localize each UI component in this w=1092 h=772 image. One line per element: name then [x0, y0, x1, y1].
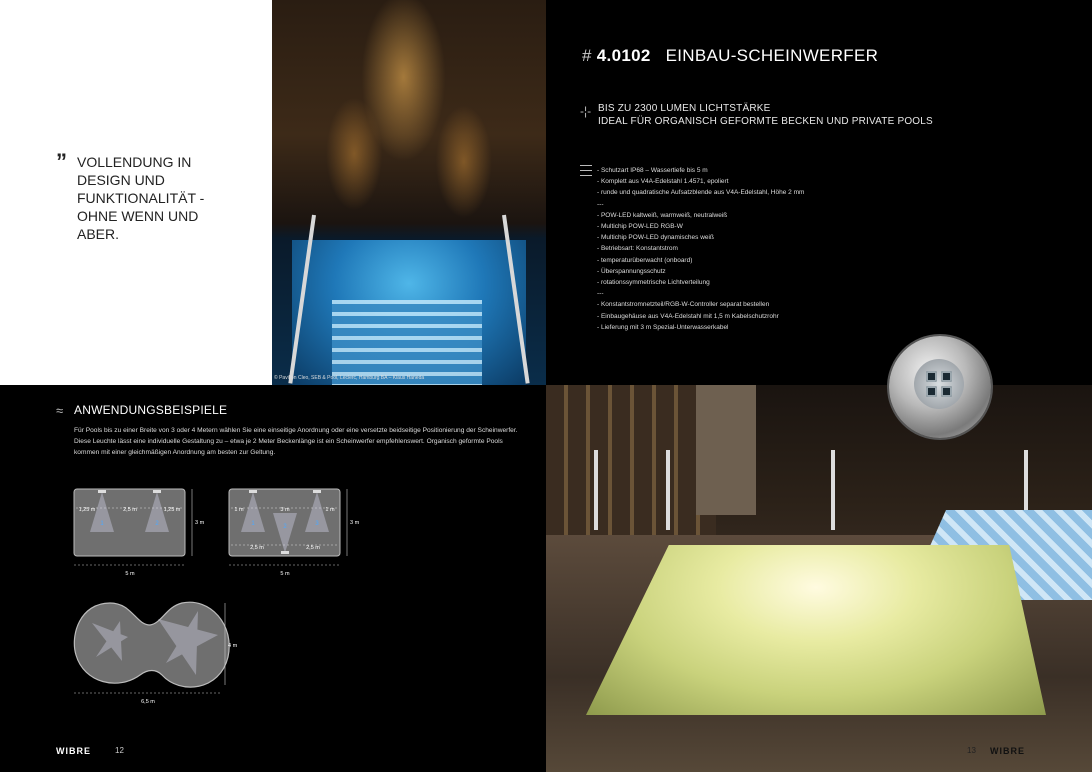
lamp-marker: [281, 551, 289, 554]
spec-item: - runde und quadratische Aufsatzblende aus V4A-Edelstahl, Höhe 2 mm: [597, 189, 805, 197]
umbrella: [666, 450, 670, 530]
rooftop-pool-photo: [546, 385, 1092, 772]
brand-logo-right: WIBRE: [990, 746, 1025, 756]
dim-label: 2,5 m: [123, 507, 137, 513]
waves-icon: ≈: [56, 403, 64, 418]
page-number-right: 13: [967, 746, 976, 755]
dim-label: 3 m: [280, 507, 290, 513]
height-label: 4 m: [228, 643, 238, 649]
spec-item: - temperaturüberwacht (onboard): [597, 256, 693, 264]
quote-text: VOLLENDUNG IN DESIGN UND FUNKTIONALITÄT - OHNE WENN UND ABER.: [77, 154, 205, 242]
sparkle-icon: -¦-: [580, 104, 592, 118]
applications-title: ANWENDUNGSBEISPIELE: [74, 403, 228, 417]
dim-label: 1 m: [234, 507, 244, 513]
width-label: 5 m: [280, 571, 290, 577]
lamp-number: 1: [251, 521, 255, 527]
spec-item: - Einbaugehäuse aus V4A-Edelstahl mit 1,5 m Kabelschutzrohr: [597, 312, 779, 320]
dim-label: 1,25 m: [78, 507, 96, 513]
lamp-marker: [98, 490, 106, 493]
product-image: [889, 336, 991, 438]
brand-logo-left: WIBRE: [56, 746, 91, 756]
highlight-line: BIS ZU 2300 LUMEN LICHTSTÄRKE: [598, 103, 771, 114]
pool-rect: [74, 489, 185, 556]
width-label: 6,5 m: [141, 699, 155, 705]
height-label: 3 m: [195, 520, 205, 526]
organic-pool: [74, 602, 229, 687]
spec-item: - Überspannungsschutz: [597, 267, 666, 275]
umbrella: [594, 450, 598, 530]
dim-label: 2,5 m: [306, 545, 320, 551]
lamp-number: 1: [100, 521, 104, 527]
product-hash: #: [582, 46, 592, 65]
building-tower: [696, 385, 756, 515]
lamp-number: 2: [155, 521, 159, 527]
spec-item: - POW-LED kaltweiß, warmweiß, neutralweiß: [597, 211, 728, 219]
lamp-marker: [249, 490, 257, 493]
highlight-line: IDEAL FÜR ORGANISCH GEFORMTE BECKEN UND PRIVATE POOLS: [598, 116, 933, 127]
product-name: EINBAU-SCHEINWERFER: [665, 46, 879, 65]
spec-list: [597, 165, 804, 333]
pool-stairs: [332, 300, 482, 385]
quote-mark: ”: [56, 149, 67, 174]
spec-item: - Konstantstromnetzteil/RGB-W-Controller separat bestellen: [597, 301, 770, 309]
width-label: 5 m: [125, 571, 135, 577]
led-chip: [926, 371, 937, 382]
product-number: 4.0102: [596, 46, 651, 65]
courtyard-pool-photo: [272, 0, 546, 385]
dim-label: 1,25 m: [163, 507, 181, 513]
spec-item: - Multichip POW-LED dynamisches weiß: [597, 234, 714, 242]
applications-description: Für Pools bis zu einer Breite von 3 oder 4 Metern wählen Sie eine einseitige Anordnung oder eine versetzte beidseitige Positionierung der Scheinwerfer. Diese Leuchte lässt eine individuelle Gestaltung zu – etwa je 2 Meter Beckenlänge ist ein Scheinwerfer empfehlenswert. Organisch geformte Pools kommen mit einer gleichmäßigen Anordnung am besten zur Geltung.: [74, 427, 518, 456]
dim-label: 1 m: [325, 507, 335, 513]
lamp-lens: [914, 359, 964, 409]
photo-credit: © Pavillon Cleo, SEB & Pool, Leclerc, Hamburg BA – Klaus Haneda: [274, 375, 425, 381]
lamp-marker: [153, 490, 161, 493]
led-chip: [926, 386, 937, 397]
spec-item: - Schutzart IP68 – Wassertiefe bis 5 m: [597, 167, 708, 174]
led-chip: [941, 371, 952, 382]
spec-item: - rotationssymmetrische Lichtverteilung: [597, 279, 710, 287]
umbrella: [831, 450, 835, 530]
spec-separator: ---: [597, 200, 604, 208]
spec-item: - Betriebsart: Konstantstrom: [597, 245, 678, 253]
diagram-organic: [70, 595, 250, 710]
page-number-left: 12: [115, 746, 124, 755]
diagram-one-sided: [70, 487, 210, 587]
spec-separator: ---: [597, 290, 604, 298]
spec-item: - Multichip POW-LED RGB-W: [597, 223, 683, 231]
lamp-number: 3: [315, 521, 319, 527]
height-label: 3 m: [350, 520, 360, 526]
product-highlights: [598, 102, 933, 128]
product-heading: [582, 46, 878, 66]
list-icon: [580, 165, 592, 176]
spec-item: - Lieferung mit 3 m Spezial-Unterwasserkabel: [597, 323, 729, 331]
spec-item: - Komplett aus V4A-Edelstahl 1.4571, epoliert: [597, 178, 729, 186]
led-chip: [941, 386, 952, 397]
diagram-two-sided: [225, 487, 365, 587]
lamp-number: 2: [283, 524, 287, 530]
dim-label: 2,5 m: [250, 545, 264, 551]
lamp-marker: [313, 490, 321, 493]
